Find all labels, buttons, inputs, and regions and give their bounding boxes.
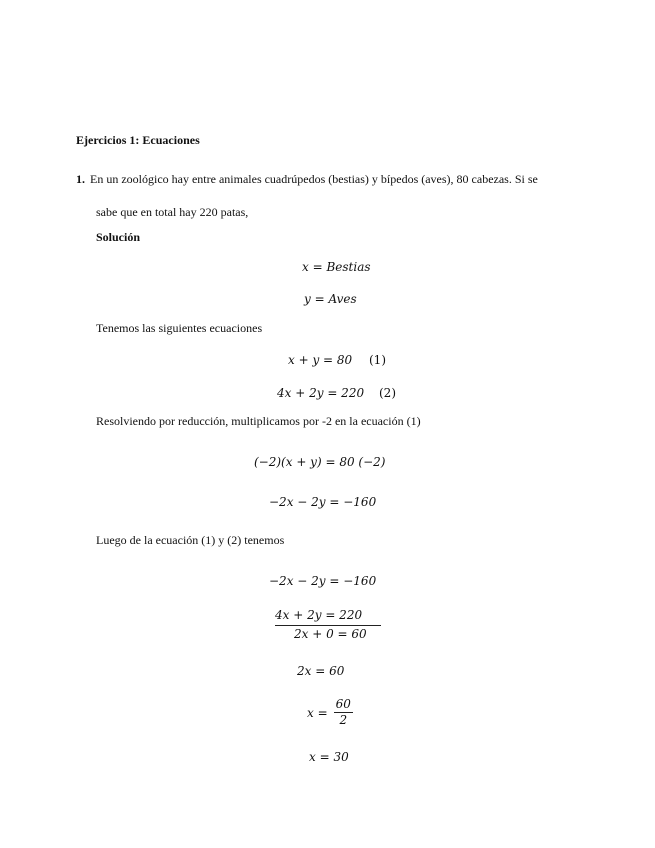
final-step-1: 2x = 60	[297, 664, 345, 678]
problem-number: 1.	[76, 172, 85, 186]
reduction-text: Resolviendo por reducción, multiplicamos por -2 en la ecuación (1)	[96, 414, 421, 428]
equation-1: x + y = 80	[288, 353, 353, 367]
problem-text-line-1: En un zoológico hay entre animales cuadrúpedos (bestias) y bípedos (aves), 80 cabezas. Si se	[90, 172, 538, 186]
equation-2-tag: (2)	[379, 386, 396, 400]
fraction	[334, 698, 353, 727]
multiply-step-2: −2x − 2y = −160	[269, 495, 377, 509]
equation-2: 4x + 2y = 220	[277, 386, 365, 400]
sum-result: 2x + 0 = 60	[294, 627, 367, 641]
sum-divider-line	[275, 625, 381, 626]
sum-row-2: 4x + 2y = 220	[275, 608, 363, 622]
combine-text: Luego de la ecuación (1) y (2) tenemos	[96, 533, 285, 547]
fraction-numerator: 60	[335, 697, 351, 711]
fraction-denominator: 2	[339, 713, 348, 727]
definition-y: y = Aves	[304, 292, 357, 306]
definition-x: x = Bestias	[302, 260, 371, 274]
problem-text-line-2: sabe que en total hay 220 patas,	[96, 205, 249, 219]
intro-text: Tenemos las siguientes ecuaciones	[96, 321, 263, 335]
page-heading: Ejercicios 1: Ecuaciones	[76, 133, 200, 147]
fraction-equation	[307, 698, 353, 727]
equation-1-tag: (1)	[369, 353, 386, 367]
final-answer: x = 30	[309, 750, 349, 764]
solution-label: Solución	[96, 230, 141, 244]
fraction-lhs: x =	[307, 705, 328, 720]
multiply-step-1: (−2)(x + y) = 80 (−2)	[254, 455, 386, 469]
sum-row-1: −2x − 2y = −160	[269, 574, 377, 588]
